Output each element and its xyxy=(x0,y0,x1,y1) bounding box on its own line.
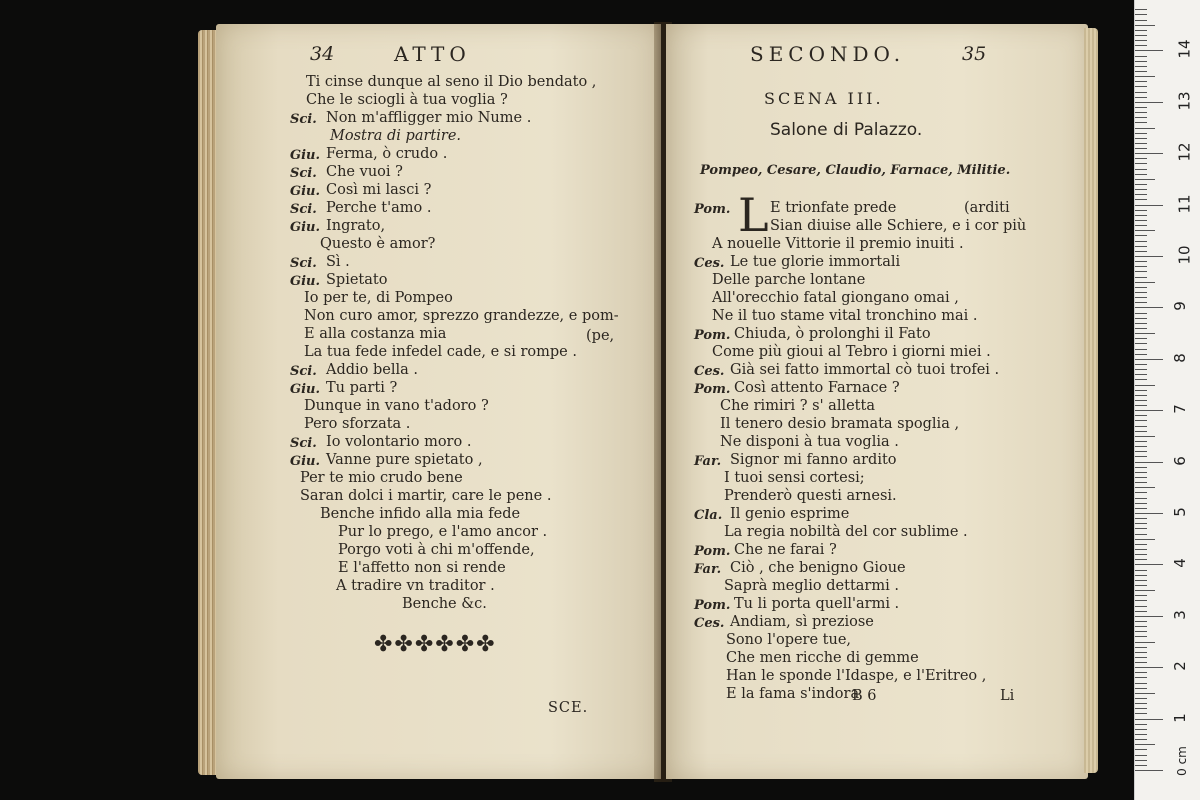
ruler-tick xyxy=(1135,205,1163,206)
speaker-label: Cla. xyxy=(694,508,723,523)
speaker-label: Pom. xyxy=(694,382,731,397)
speaker-label: Ces. xyxy=(694,364,725,379)
verse-line: Io per te, di Pompeo xyxy=(304,290,453,306)
ruler-tick xyxy=(1135,343,1147,344)
ornament: ✤✤✤✤✤✤ xyxy=(374,632,497,657)
ruler-tick xyxy=(1135,230,1155,231)
ruler-tick xyxy=(1135,642,1155,643)
ruler-tick xyxy=(1135,241,1147,242)
ruler-tick xyxy=(1135,626,1147,627)
ruler-label: 13 xyxy=(1175,91,1194,111)
measuring-ruler xyxy=(1134,0,1200,800)
ruler-tick xyxy=(1135,749,1147,750)
verse-line: Che le sciogli à tua voglia ? xyxy=(306,92,508,108)
ruler-tick xyxy=(1135,498,1147,499)
ruler-tick xyxy=(1135,138,1147,139)
verse-line: La tua fede infedel cade, e si rompe . xyxy=(304,344,577,360)
catchword-right: Li xyxy=(1000,688,1015,704)
ruler-tick xyxy=(1135,158,1147,159)
speaker-label: Sci. xyxy=(290,166,317,181)
ruler-tick xyxy=(1135,184,1147,185)
verse-line: Saran dolci i martir, care le pene . xyxy=(300,488,552,504)
ruler-tick xyxy=(1135,66,1147,67)
ruler-label: 1 xyxy=(1170,712,1189,723)
ruler-tick xyxy=(1135,528,1147,529)
ruler-tick xyxy=(1135,359,1163,360)
verse-line: Che ne farai ? xyxy=(734,542,837,558)
speaker-label: Ces. xyxy=(694,616,725,631)
verse-line: Benche infido alla mia fede xyxy=(320,506,521,522)
ruler-tick xyxy=(1135,621,1147,622)
verse-line: Questo è amor? xyxy=(320,236,436,252)
ruler-label: 3 xyxy=(1170,610,1189,620)
verse-line: Io volontario moro . xyxy=(326,434,472,450)
ruler-tick xyxy=(1135,107,1147,108)
verse-line: Che vuoi ? xyxy=(326,164,403,180)
verse-line: Delle parche lontane xyxy=(712,272,866,288)
speaker-label: Giu. xyxy=(290,454,321,469)
ruler-tick xyxy=(1135,729,1147,730)
page-number-left: 34 xyxy=(310,43,335,65)
verse-line: E la fama s'indora xyxy=(726,686,860,702)
verse-line: Signor mi fanno ardito xyxy=(730,452,897,468)
speaker-label: Pom. xyxy=(694,328,731,343)
verse-line: Sian diuise alle Schiere, e i cor più xyxy=(770,218,1027,234)
verse-line: E l'affetto non si rende xyxy=(338,560,506,576)
ruler-tick xyxy=(1135,369,1147,370)
ruler-tick xyxy=(1135,544,1147,545)
verse-line: Come più gioui al Tebro i giorni miei . xyxy=(712,344,991,360)
ruler-tick xyxy=(1135,554,1147,555)
ruler-tick xyxy=(1135,441,1147,442)
ruler-label: 6 xyxy=(1170,455,1189,466)
verse-line: Non m'affligger mio Nume . xyxy=(326,110,532,126)
verse-line: Prenderò questi arnesi. xyxy=(724,488,897,504)
ruler-tick xyxy=(1135,56,1147,57)
ruler-tick xyxy=(1135,431,1147,432)
ruler-label: 9 xyxy=(1170,301,1189,312)
ruler-tick xyxy=(1135,405,1147,406)
ruler-tick xyxy=(1135,672,1147,673)
verse-line: Ciò , che benigno Gioue xyxy=(730,560,906,576)
verse-line: Ne il tuo stame vital tronchino mai . xyxy=(712,308,978,324)
ruler-label: 8 xyxy=(1170,353,1189,363)
verse-line: Pur lo prego, e l'amo ancor . xyxy=(338,524,548,540)
ruler-tick xyxy=(1135,580,1147,581)
ruler-tick xyxy=(1135,385,1155,386)
speaker-label: Giu. xyxy=(290,184,321,199)
speaker-label: Far. xyxy=(694,454,722,469)
ruler-tick xyxy=(1135,194,1147,195)
ruler-tick xyxy=(1135,667,1163,668)
ruler-tick xyxy=(1135,379,1147,380)
verse-line: Che men ricche di gemme xyxy=(726,650,919,666)
ruler-tick xyxy=(1135,30,1147,31)
speaker-label: Giu. xyxy=(290,220,321,235)
ruler-label: 7 xyxy=(1170,404,1189,414)
catchword-left: SCE. xyxy=(548,700,589,716)
ruler-tick xyxy=(1135,50,1163,51)
verse-line: Ingrato, xyxy=(326,218,386,234)
ruler-tick xyxy=(1135,770,1163,771)
ruler-tick xyxy=(1135,703,1147,704)
ruler-tick xyxy=(1135,256,1163,257)
ruler-tick xyxy=(1135,662,1147,663)
ruler-tick xyxy=(1135,456,1147,457)
right-page-edges xyxy=(1084,28,1098,773)
ruler-tick xyxy=(1135,318,1147,319)
ruler-tick xyxy=(1135,261,1147,262)
speaker-label: Giu. xyxy=(290,148,321,163)
verse-line: Non curo amor, sprezzo grandezze, e pom- xyxy=(304,308,619,324)
ruler-tick xyxy=(1135,590,1155,591)
ruler-tick xyxy=(1135,112,1147,113)
ruler-tick xyxy=(1135,271,1147,272)
ruler-tick xyxy=(1135,734,1147,735)
ruler-tick xyxy=(1135,693,1155,694)
ruler-tick xyxy=(1135,472,1147,473)
verse-line: La regia nobiltà del cor sublime . xyxy=(724,524,968,540)
ruler-tick xyxy=(1135,354,1147,355)
verse-line: Che rimiri ? s' alletta xyxy=(720,398,875,414)
ruler-tick xyxy=(1135,163,1147,164)
ruler-tick xyxy=(1135,755,1147,756)
ruler-tick xyxy=(1135,364,1147,365)
ruler-tick xyxy=(1135,199,1147,200)
ruler-tick xyxy=(1135,683,1147,684)
verse-line: Addio bella . xyxy=(326,362,419,378)
ruler-tick xyxy=(1135,14,1147,15)
ruler-tick xyxy=(1135,724,1147,725)
ruler-tick xyxy=(1135,487,1155,488)
verse-line: Spietato xyxy=(326,272,388,288)
ruler-tick xyxy=(1135,420,1147,421)
verse-line: Sono l'opere tue, xyxy=(726,632,852,648)
ruler-tick xyxy=(1135,117,1147,118)
ruler-tick xyxy=(1135,287,1147,288)
ruler-tick xyxy=(1135,575,1147,576)
ruler-label: 10 xyxy=(1175,245,1194,265)
ruler-tick xyxy=(1135,600,1147,601)
ruler-tick xyxy=(1135,174,1147,175)
ruler-label: 14 xyxy=(1175,39,1194,59)
ruler-label: 5 xyxy=(1170,507,1189,517)
speaker-label: Ces. xyxy=(694,256,725,271)
ruler-tick xyxy=(1135,225,1147,226)
ruler-tick xyxy=(1135,251,1147,252)
ruler-tick xyxy=(1135,451,1147,452)
ruler-tick xyxy=(1135,508,1147,509)
ruler-tick xyxy=(1135,266,1147,267)
ruler-tick xyxy=(1135,169,1147,170)
verse-line: E trionfate prede xyxy=(770,200,897,216)
ruler-tick xyxy=(1135,179,1155,180)
speaker-label: Pom. xyxy=(694,544,731,559)
verse-line: Dunque in vano t'adoro ? xyxy=(304,398,489,414)
ruler-label: 11 xyxy=(1175,194,1194,214)
speaker-label: Giu. xyxy=(290,382,321,397)
verse-line: Vanne pure spietato , xyxy=(326,452,483,468)
ruler-tick xyxy=(1135,302,1147,303)
ruler-tick xyxy=(1135,25,1155,26)
ruler-tick xyxy=(1135,235,1147,236)
ruler-tick xyxy=(1135,122,1147,123)
ruler-tick xyxy=(1135,765,1147,766)
verse-line: Le tue glorie immortali xyxy=(730,254,901,270)
ruler-tick xyxy=(1135,313,1147,314)
ruler-label: 2 xyxy=(1170,661,1189,671)
ruler-tick xyxy=(1135,585,1147,586)
ruler-tick xyxy=(1135,415,1147,416)
ruler-tick xyxy=(1135,549,1147,550)
ruler-tick xyxy=(1135,246,1147,247)
ruler-tick xyxy=(1135,570,1147,571)
ruler-tick xyxy=(1135,744,1155,745)
verse-line: A tradire vn traditor . xyxy=(336,578,495,594)
speaker-label: Pom. xyxy=(694,598,731,613)
verse-line: E alla costanza mia xyxy=(304,326,447,342)
ruler-tick xyxy=(1135,328,1147,329)
ruler-tick xyxy=(1135,220,1147,221)
ruler-label: 4 xyxy=(1170,558,1189,569)
ruler-tick xyxy=(1135,595,1147,596)
verse-line: Ti cinse dunque al seno il Dio bendato , xyxy=(306,74,597,90)
ruler-tick xyxy=(1135,71,1147,72)
ruler-tick xyxy=(1135,652,1147,653)
verse-line: Già sei fatto immortal cò tuoi trofei . xyxy=(730,362,1000,378)
ruler-tick xyxy=(1135,9,1147,10)
page-number-right: 35 xyxy=(962,43,987,65)
running-head-right: SECONDO. xyxy=(750,42,906,66)
ruler-tick xyxy=(1135,307,1163,308)
ruler-tick xyxy=(1135,616,1163,617)
verse-line: All'orecchio fatal giongano omai , xyxy=(712,290,959,306)
verse-line: Porgo voti à chi m'offende, xyxy=(338,542,535,558)
verse-line: Ne disponi à tua voglia . xyxy=(720,434,899,450)
verse-line: Il tenero desio bramata spoglia , xyxy=(720,416,960,432)
left-page xyxy=(216,24,661,779)
ruler-label: 12 xyxy=(1175,142,1194,162)
ruler-tick xyxy=(1135,534,1147,535)
ruler-tick xyxy=(1135,539,1155,540)
verse-line: (pe, xyxy=(586,328,615,344)
ruler-tick xyxy=(1135,708,1147,709)
ruler-tick xyxy=(1135,698,1147,699)
ruler-tick xyxy=(1135,467,1147,468)
ruler-tick xyxy=(1135,677,1147,678)
ruler-tick xyxy=(1135,631,1147,632)
ruler-tick xyxy=(1135,477,1147,478)
verse-line: Andiam, sì preziose xyxy=(730,614,874,630)
ruler-tick xyxy=(1135,97,1147,98)
ruler-tick xyxy=(1135,760,1147,761)
verse-line: Saprà meglio dettarmi . xyxy=(724,578,899,594)
verse-line: Chiuda, ò prolonghi il Fato xyxy=(734,326,931,342)
scene-setting: Salone di Palazzo. xyxy=(770,120,923,140)
verse-line: Così mi lasci ? xyxy=(326,182,432,198)
open-book xyxy=(198,16,1098,786)
ruler-tick xyxy=(1135,657,1147,658)
ruler-tick xyxy=(1135,713,1147,714)
verse-line: Mostra di partire. xyxy=(330,128,462,144)
ruler-tick xyxy=(1135,35,1147,36)
speaker-label: Sci. xyxy=(290,202,317,217)
ruler-tick xyxy=(1135,76,1155,77)
ruler-tick xyxy=(1135,210,1147,211)
ruler-tick xyxy=(1135,518,1147,519)
right-page xyxy=(666,24,1088,779)
verse-line: Han le sponde l'Idaspe, e l'Eritreo , xyxy=(726,668,987,684)
ruler-tick xyxy=(1135,739,1147,740)
verse-line: Pero sforzata . xyxy=(304,416,411,432)
ruler-tick xyxy=(1135,647,1147,648)
scene-heading: SCENA III. xyxy=(764,89,884,108)
ruler-tick xyxy=(1135,92,1147,93)
ruler-unit: 0 cm xyxy=(1174,746,1189,776)
ruler-tick xyxy=(1135,86,1147,87)
ruler-tick xyxy=(1135,40,1147,41)
ruler-tick xyxy=(1135,390,1147,391)
ruler-tick xyxy=(1135,395,1147,396)
verse-line: Il genio esprime xyxy=(730,506,850,522)
ruler-tick xyxy=(1135,20,1147,21)
verse-line: Per te mio crudo bene xyxy=(300,470,463,486)
verse-line: Benche &c. xyxy=(402,596,487,612)
ruler-tick xyxy=(1135,148,1147,149)
ruler-tick xyxy=(1135,482,1147,483)
ruler-tick xyxy=(1135,292,1147,293)
signature-mark: B 6 xyxy=(852,688,877,704)
running-head-left: ATTO xyxy=(394,42,471,66)
ruler-tick xyxy=(1135,282,1155,283)
ruler-tick xyxy=(1135,503,1147,504)
speaker-label: Sci. xyxy=(290,364,317,379)
ruler-tick xyxy=(1135,559,1147,560)
character-list: Pompeo, Cesare, Claudio, Farnace, Militie. xyxy=(700,163,1011,178)
speaker-label: Pom. xyxy=(694,202,731,217)
verse-line: Perche t'amo . xyxy=(326,200,432,216)
ruler-tick xyxy=(1135,102,1163,103)
ruler-tick xyxy=(1135,215,1147,216)
verse-line: Così attento Farnace ? xyxy=(734,380,900,396)
ruler-tick xyxy=(1135,636,1147,637)
ruler-tick xyxy=(1135,297,1147,298)
ruler-tick xyxy=(1135,277,1147,278)
ruler-tick xyxy=(1135,349,1147,350)
verse-line: Tu li porta quell'armi . xyxy=(734,596,900,612)
ruler-tick xyxy=(1135,45,1147,46)
ruler-tick xyxy=(1135,323,1147,324)
ruler-tick xyxy=(1135,606,1147,607)
speaker-label: Far. xyxy=(694,562,722,577)
speaker-label: Sci. xyxy=(290,112,317,127)
speaker-label: Giu. xyxy=(290,274,321,289)
ruler-tick xyxy=(1135,426,1147,427)
speaker-label: Sci. xyxy=(290,436,317,451)
verse-line: A nouelle Vittorie il premio inuiti . xyxy=(712,236,964,252)
verse-line: Sì . xyxy=(326,254,350,270)
ruler-tick xyxy=(1135,61,1147,62)
verse-line: (arditi xyxy=(964,200,1010,216)
ruler-tick xyxy=(1135,128,1155,129)
ruler-tick xyxy=(1135,400,1147,401)
ruler-tick xyxy=(1135,133,1147,134)
ruler-tick xyxy=(1135,492,1147,493)
ruler-tick xyxy=(1135,374,1147,375)
ruler-tick xyxy=(1135,410,1163,411)
dropcap: L xyxy=(738,188,769,242)
ruler-tick xyxy=(1135,153,1163,154)
ruler-tick xyxy=(1135,338,1147,339)
ruler-tick xyxy=(1135,688,1147,689)
ruler-tick xyxy=(1135,81,1147,82)
verse-line: I tuoi sensi cortesi; xyxy=(724,470,865,486)
ruler-tick xyxy=(1135,436,1155,437)
ruler-tick xyxy=(1135,462,1163,463)
ruler-tick xyxy=(1135,446,1147,447)
ruler-tick xyxy=(1135,143,1147,144)
ruler-tick xyxy=(1135,513,1163,514)
verse-line: Ferma, ò crudo . xyxy=(326,146,448,162)
ruler-tick xyxy=(1135,611,1147,612)
verse-line: Tu parti ? xyxy=(326,380,398,396)
ruler-tick xyxy=(1135,564,1163,565)
ruler-tick xyxy=(1135,523,1147,524)
ruler-tick xyxy=(1135,719,1163,720)
speaker-label: Sci. xyxy=(290,256,317,271)
ruler-tick xyxy=(1135,333,1155,334)
ruler-tick xyxy=(1135,189,1147,190)
